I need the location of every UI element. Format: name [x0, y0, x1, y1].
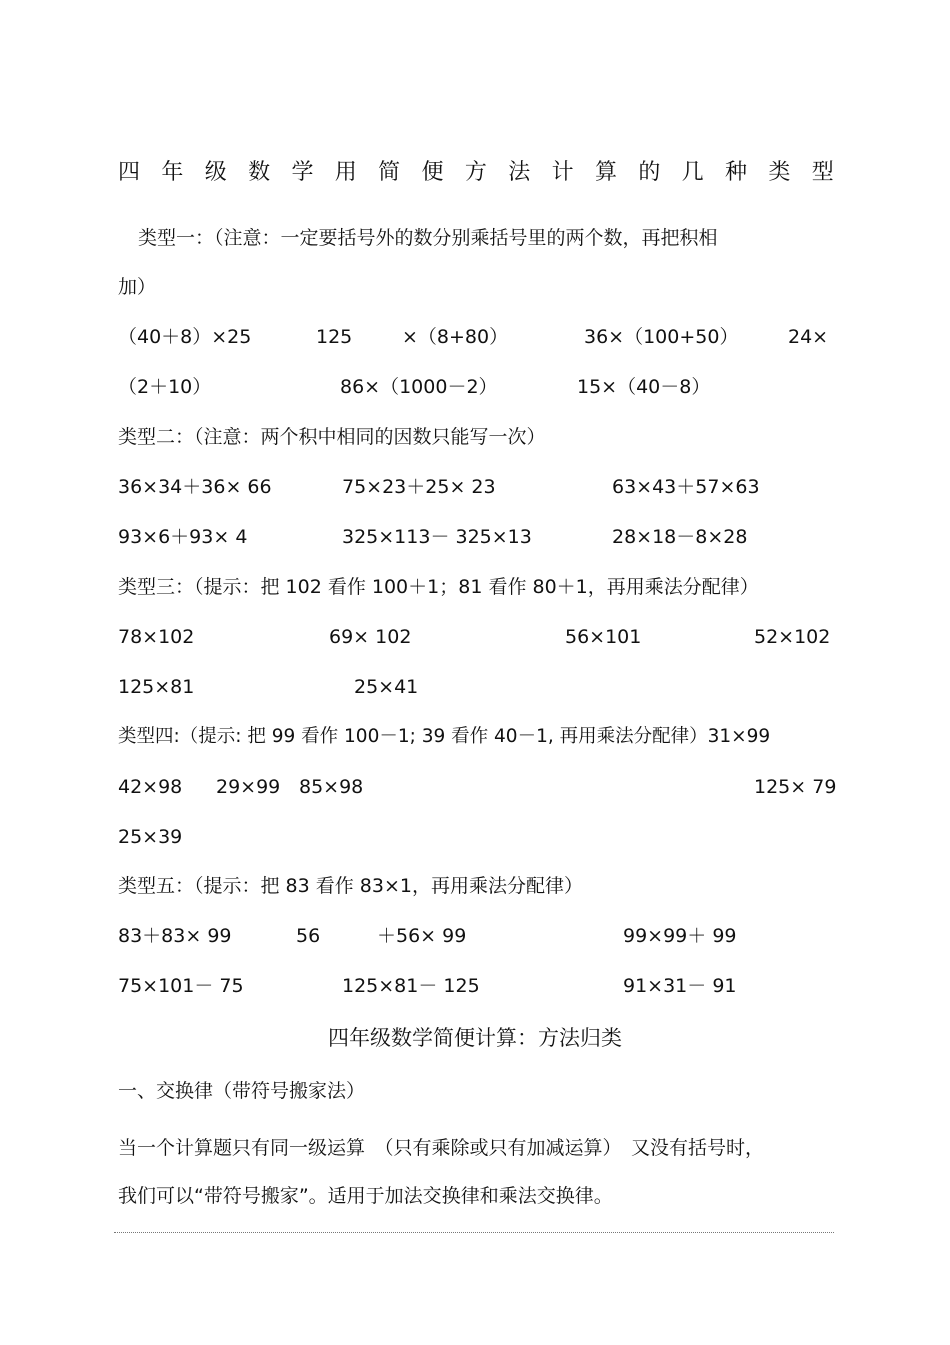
page-divider: [114, 1232, 834, 1233]
exercise: ×（8+80）: [402, 326, 509, 348]
title-char: 学: [291, 160, 314, 185]
type1-intro-cont: 加）: [118, 276, 157, 298]
page-title: [118, 155, 834, 186]
title-char: 简: [378, 160, 401, 185]
title-char: 型: [811, 160, 834, 185]
title-char: 级: [204, 160, 227, 185]
exercise: 29×99: [216, 776, 281, 798]
title-char: 算: [594, 160, 617, 185]
exercise: 86×（1000－2）: [340, 376, 498, 398]
title-char: 四: [118, 160, 141, 185]
exercise: 36×（100+50）: [584, 326, 739, 348]
exercise: 125×81: [118, 676, 195, 698]
exercise: 78×102: [118, 626, 195, 648]
exercise: 85×98: [299, 776, 364, 798]
exercise: 56×101: [565, 626, 642, 648]
exercise: ＋56× 99: [377, 925, 467, 947]
exercise: 125×81－ 125: [342, 975, 480, 997]
section-title: 四年级数学简便计算：方法归类: [328, 1026, 622, 1050]
exercise: （40＋8）×25: [118, 326, 252, 348]
exercise: 52×102: [754, 626, 831, 648]
title-char: 类: [768, 160, 791, 185]
type5-intro: 类型五：（提示：把 83 看作 83×1，再用乘法分配律）: [118, 875, 583, 897]
exercise: 36×34＋36× 66: [118, 476, 272, 498]
title-char: 种: [725, 160, 748, 185]
exercise: 63×43＋57×63: [612, 476, 760, 498]
type1-intro: 类型一：（注意：一定要括号外的数分别乘括号里的两个数，再把积相: [138, 227, 718, 249]
exercise: 28×18－8×28: [612, 526, 748, 548]
exercise: 25×41: [354, 676, 419, 698]
section-heading: 一、交换律（带符号搬家法）: [118, 1080, 366, 1102]
title-char: 方: [464, 160, 487, 185]
exercise: 125× 79: [754, 776, 837, 798]
exercise: 25×39: [118, 826, 183, 848]
title-char: 年: [161, 160, 184, 185]
exercise: 91×31－ 91: [623, 975, 737, 997]
title-char: 法: [508, 160, 531, 185]
type4-intro: 类型四:（提示: 把 99 看作 100－1; 39 看作 40－1, 再用乘法分配律）31×99: [118, 726, 771, 747]
exercise: 325×113－ 325×13: [342, 526, 532, 548]
title-char: 便: [421, 160, 444, 185]
exercise: 69× 102: [329, 626, 412, 648]
title-char: 计: [551, 160, 574, 185]
paragraph-line: 我们可以“带符号搬家”。适用于加法交换律和乘法交换律。: [118, 1185, 613, 1207]
title-char: 几: [681, 160, 704, 185]
exercise: 42×98: [118, 776, 183, 798]
title-char: 数: [248, 160, 271, 185]
exercise: 75×101－ 75: [118, 975, 244, 997]
title-char: 的: [638, 160, 661, 185]
type2-intro: 类型二：（注意：两个积中相同的因数只能写一次）: [118, 426, 546, 448]
exercise: （2＋10）: [118, 376, 212, 398]
paragraph-line: 当一个计算题只有同一级运算 （只有乘除或只有加减运算） 又没有括号时，: [118, 1137, 765, 1159]
exercise: 99×99＋ 99: [623, 925, 737, 947]
exercise: 83＋83× 99: [118, 925, 232, 947]
type3-intro: 类型三：（提示：把 102 看作 100＋1；81 看作 80＋1，再用乘法分配律）: [118, 576, 759, 598]
exercise: 24×: [788, 326, 829, 348]
exercise: 15×（40－8）: [577, 376, 711, 398]
exercise: 56: [296, 925, 321, 947]
exercise: 75×23＋25× 23: [342, 476, 496, 498]
exercise: 125: [316, 326, 353, 348]
exercise: 93×6＋93× 4: [118, 526, 248, 548]
title-char: 用: [334, 160, 357, 185]
